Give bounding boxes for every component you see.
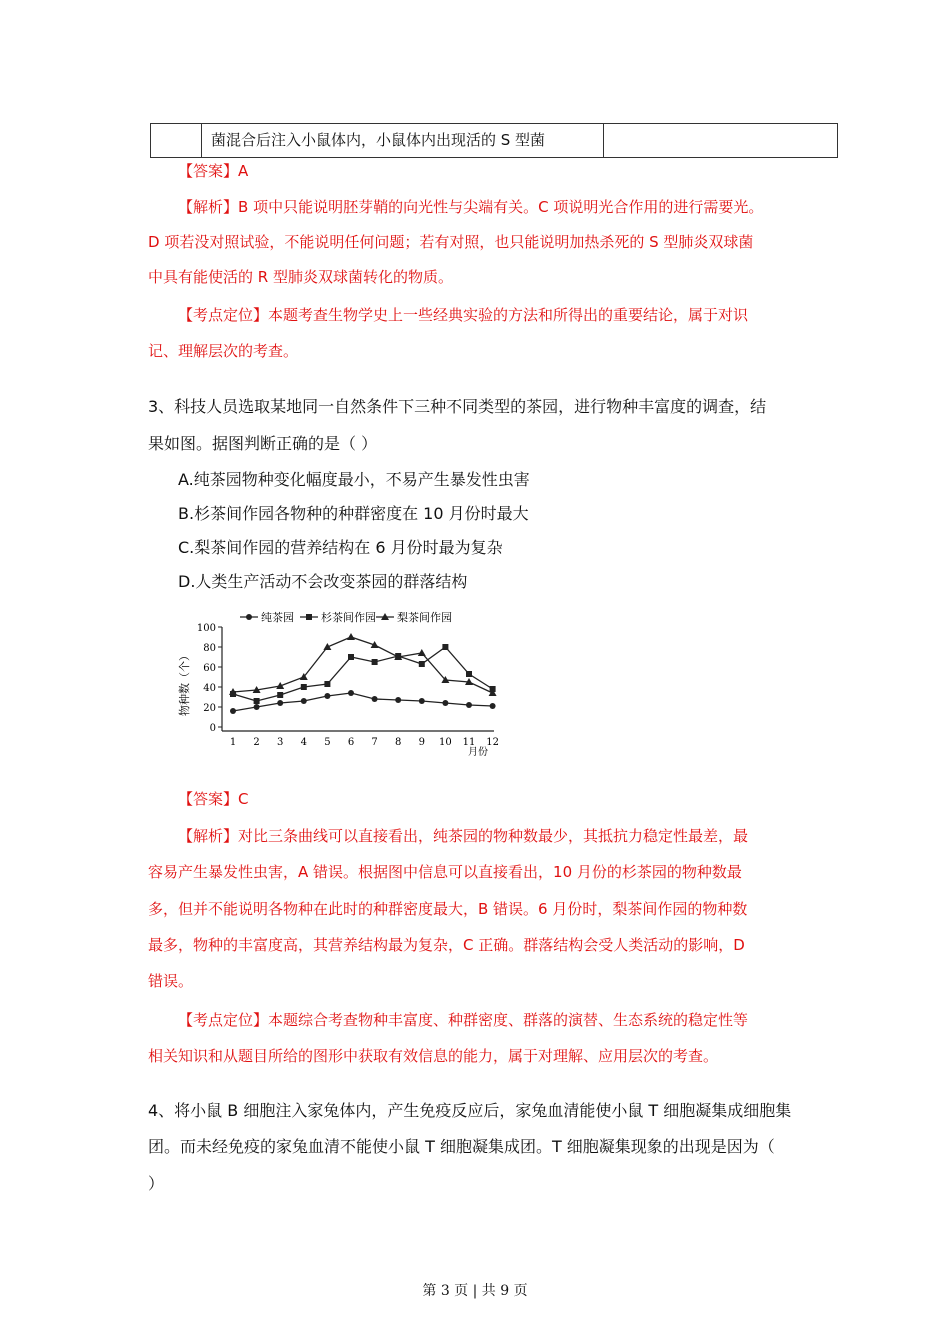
x-tick-label: 10 <box>439 737 452 748</box>
q4-stem-line-3: ） <box>148 1174 165 1193</box>
data-point-square <box>419 661 425 667</box>
series-line-square <box>233 647 493 701</box>
x-tick-label: 5 <box>324 737 331 748</box>
data-point-circle <box>301 698 307 704</box>
legend-label-1: 纯茶园 <box>261 611 294 624</box>
x-axis-label: 月份 <box>468 747 488 758</box>
legend-marker-square <box>306 614 312 620</box>
y-tick-label: 40 <box>203 683 216 694</box>
data-point-circle <box>419 698 425 704</box>
data-point-triangle <box>347 633 355 640</box>
data-point-square <box>324 681 330 687</box>
q2-point-line-2: 记、理解层次的考查。 <box>148 342 299 360</box>
q3-analysis-line-3: 多，但并不能说明各物种在此时的种群密度最大，B 错误。6 月份时，梨茶间作园的物种数 <box>148 900 748 918</box>
q3-option-d: D.人类生产活动不会改变茶园的群落结构 <box>178 572 468 591</box>
x-tick-label: 4 <box>300 737 307 748</box>
table-cell-empty-left <box>151 124 202 157</box>
q4-stem-line-1: 4、将小鼠 B 细胞注入家兔体内，产生免疫反应后，家兔血清能使小鼠 T 细胞凝集成细胞集 <box>148 1101 792 1120</box>
data-point-triangle <box>418 649 426 656</box>
x-tick-label: 2 <box>253 737 260 748</box>
species-richness-chart <box>178 605 499 765</box>
data-point-square <box>254 698 260 704</box>
y-tick-label: 60 <box>203 663 216 674</box>
y-tick-label: 100 <box>196 623 216 634</box>
q4-stem-line-2: 团。而未经免疫的家兔血清不能使小鼠 T 细胞凝集成团。T 细胞凝集现象的出现是因为（ <box>148 1137 775 1156</box>
q3-answer: 【答案】C <box>178 790 249 808</box>
q3-analysis-line-1: 【解析】对比三条曲线可以直接看出，纯茶园的物种数最少，其抵抗力稳定性最差，最 <box>178 827 749 845</box>
data-point-square <box>348 654 354 660</box>
data-point-circle <box>324 693 330 699</box>
data-point-circle <box>490 703 496 709</box>
q2-analysis-line-2: D 项若没对照试验，不能说明任何问题；若有对照，也只能说明加热杀死的 S 型肺炎双球菌 <box>148 233 754 251</box>
x-tick-label: 11 <box>462 737 476 748</box>
x-tick-label: 12 <box>486 737 499 748</box>
y-tick-label: 80 <box>203 643 216 654</box>
q3-stem-line-2: 果如图。据图判断正确的是（ ） <box>148 434 378 453</box>
data-point-square <box>301 684 307 690</box>
q2-analysis-line-1: 【解析】B 项中只能说明胚芽鞘的向光性与尖端有关。C 项说明光合作用的进行需要光。 <box>178 198 764 216</box>
x-tick-label: 9 <box>418 737 425 748</box>
q3-analysis-line-4: 最多，物种的丰富度高，其营养结构最为复杂，C 正确。群落结构会受人类活动的影响，D <box>148 936 745 954</box>
q3-analysis-line-2: 容易产生暴发性虫害，A 错误。根据图中信息可以直接看出，10 月份的杉茶园的物种数最 <box>148 863 742 881</box>
data-point-circle <box>466 702 472 708</box>
data-point-circle <box>442 700 448 706</box>
series-line-circle <box>233 693 493 711</box>
data-point-circle <box>372 696 378 702</box>
q3-option-b: B.杉茶间作园各物种的种群密度在 10 月份时最大 <box>178 504 529 523</box>
x-tick-label: 1 <box>229 737 237 748</box>
y-tick-label: 20 <box>203 703 216 714</box>
data-point-circle <box>230 708 236 714</box>
x-tick-label: 3 <box>277 737 284 748</box>
legend-label-2: 杉茶间作园 <box>321 611 376 624</box>
x-tick-label: 6 <box>347 737 355 748</box>
x-tick-label: 8 <box>395 737 402 748</box>
data-point-square <box>442 644 448 650</box>
y-axis-label: 物种数（个） <box>178 650 191 716</box>
page-footer: 第 3 页 | 共 9 页 <box>422 1283 528 1299</box>
data-point-circle <box>254 704 260 710</box>
legend-label-3: 梨茶间作园 <box>397 611 452 624</box>
q2-analysis-line-3: 中具有能使活的 R 型肺炎双球菌转化的物质。 <box>148 268 453 286</box>
data-point-square <box>277 692 283 698</box>
q2-answer: 【答案】A <box>178 162 249 180</box>
data-point-square <box>372 659 378 665</box>
table-row-text: 菌混合后注入小鼠体内，小鼠体内出现活的 S 型菌 <box>211 131 546 149</box>
table-fragment <box>150 123 838 158</box>
q3-analysis-line-5: 错误。 <box>148 972 194 990</box>
data-point-circle <box>395 697 401 703</box>
legend-marker-circle <box>246 614 252 620</box>
data-point-circle <box>277 700 283 706</box>
x-tick-label: 7 <box>371 737 378 748</box>
q3-option-c: C.梨茶间作园的营养结构在 6 月份时最为复杂 <box>178 538 503 557</box>
q3-stem-line-1: 3、科技人员选取某地同一自然条件下三种不同类型的茶园，进行物种丰富度的调查，结 <box>148 397 767 416</box>
table-cell-text <box>201 124 604 157</box>
data-point-circle <box>348 690 354 696</box>
series-line-triangle <box>233 637 493 693</box>
y-tick-label: 0 <box>209 723 216 734</box>
q2-point-line-1: 【考点定位】本题考查生物学史上一些经典实验的方法和所得出的重要结论，属于对识 <box>178 306 749 324</box>
q3-point-line-1: 【考点定位】本题综合考查物种丰富度、种群密度、群落的演替、生态系统的稳定性等 <box>178 1011 749 1029</box>
data-point-square <box>466 671 472 677</box>
chart-legend <box>240 610 452 624</box>
q3-point-line-2: 相关知识和从题目所给的图形中获取有效信息的能力，属于对理解、应用层次的考查。 <box>148 1047 719 1065</box>
q3-option-a: A.纯茶园物种变化幅度最小，不易产生暴发性虫害 <box>178 470 530 489</box>
